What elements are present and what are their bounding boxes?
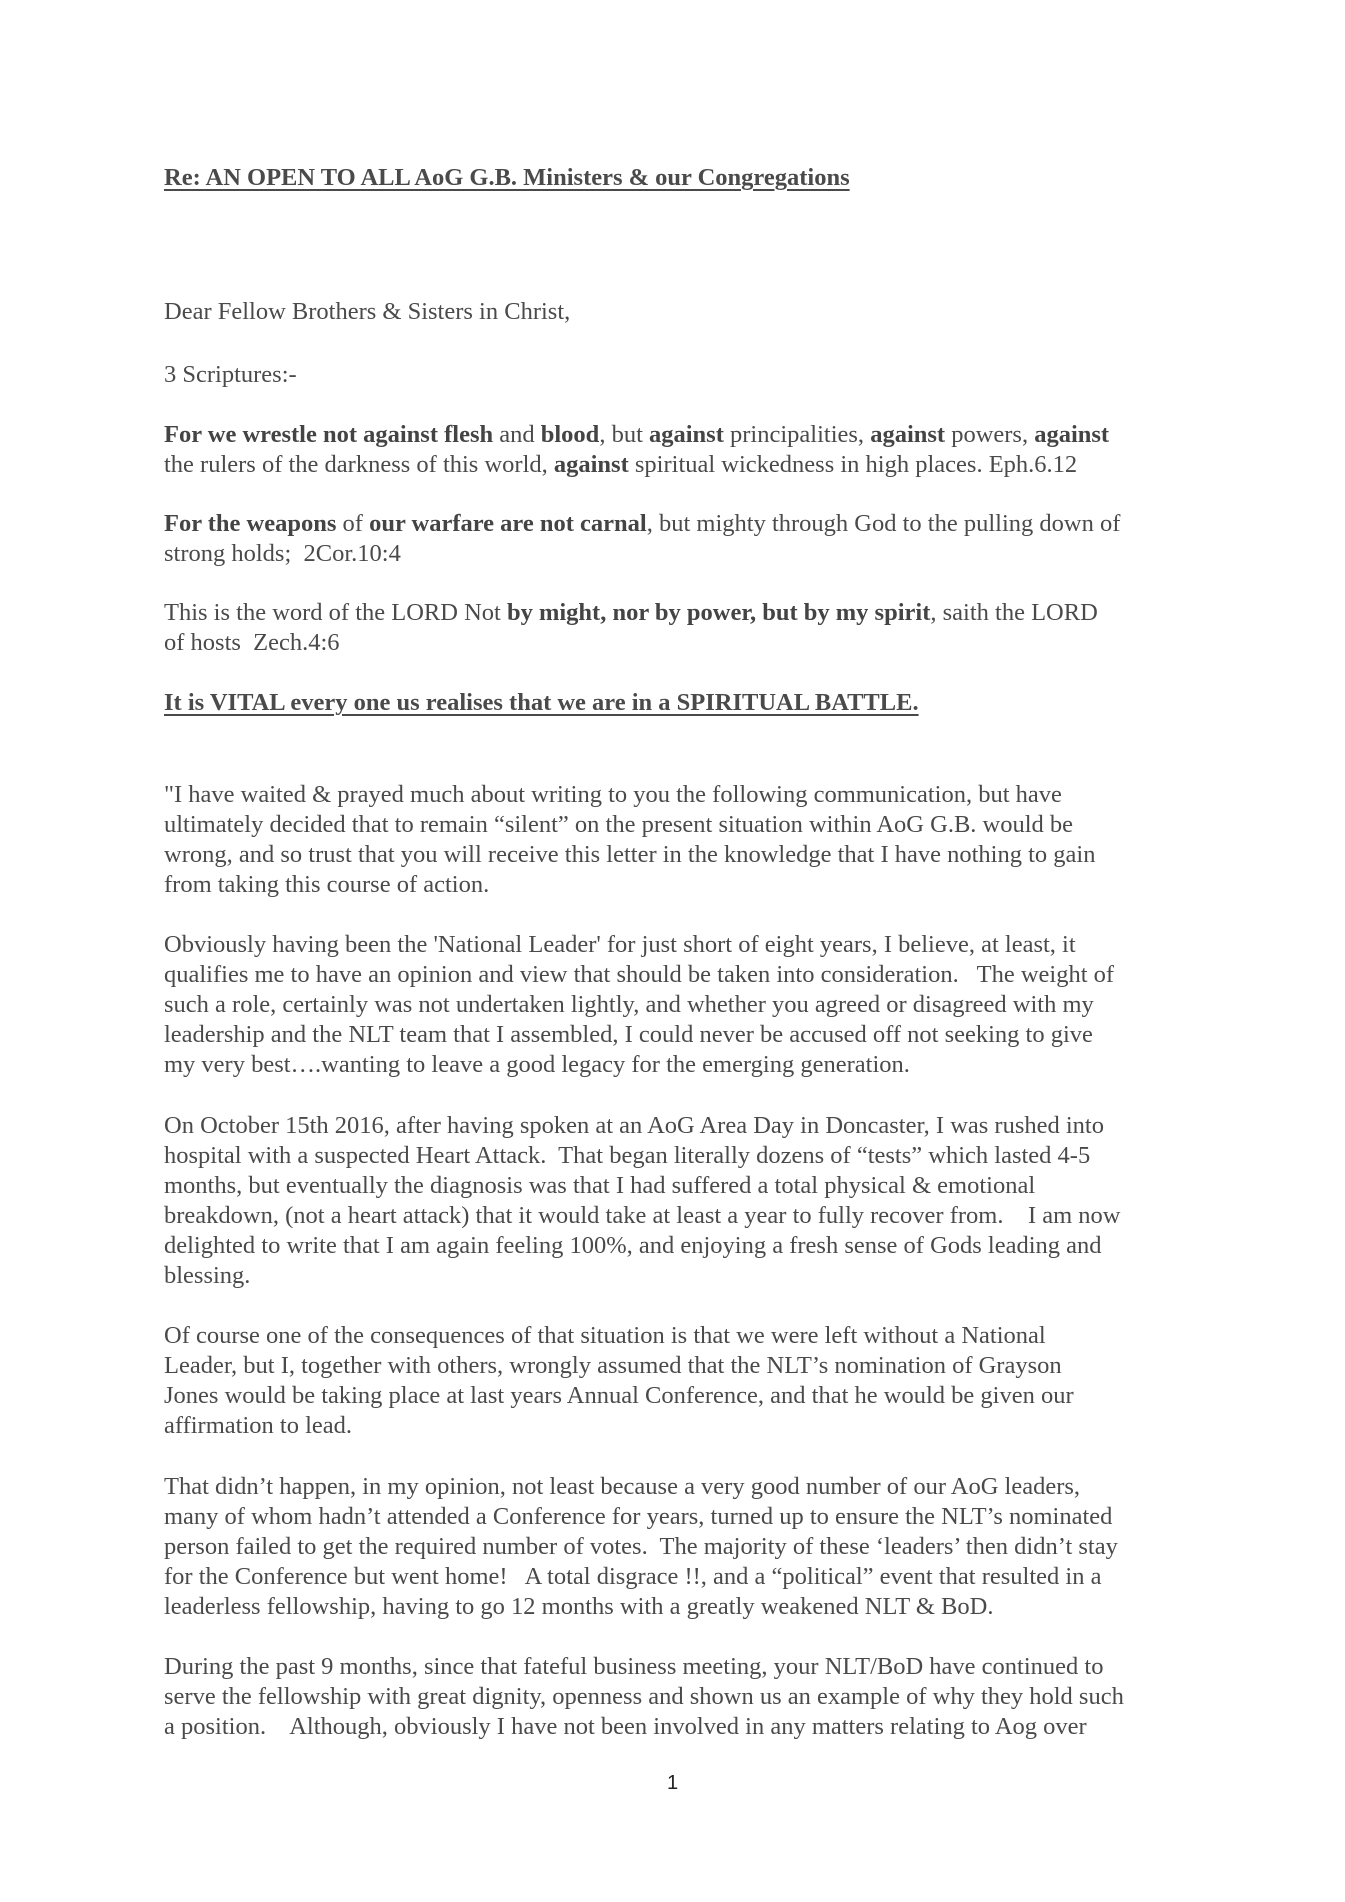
bold-run: For we wrestle not against flesh xyxy=(164,421,494,448)
text-run: of hosts Zech.4:6 xyxy=(164,629,340,656)
paragraph-5-line: leaderless fellowship, having to go 12 months with a greatly weakened NLT & BoD. xyxy=(164,1593,994,1620)
text-run: the rulers of the darkness of this world, xyxy=(164,451,554,478)
paragraph-5-line: person failed to get the required number of votes. The majority of these ‘leaders’ then didn’t stay xyxy=(164,1533,1118,1560)
scripture-3-line-1 xyxy=(164,598,1098,629)
paragraph-1-line: "I have waited & prayed much about writing to you the following communication, but have xyxy=(164,781,1062,808)
bold-run: our warfare are not carnal xyxy=(369,510,647,537)
paragraph-2-line: such a role, certainly was not undertaken lightly, and whether you agreed or disagreed with my xyxy=(164,991,1094,1018)
page-number: 1 xyxy=(666,1772,679,1794)
paragraph-3-line: hospital with a suspected Heart Attack. That began literally dozens of “tests” which lasted 4-5 xyxy=(164,1142,1091,1169)
paragraph-2-line: leadership and the NLT team that I assembled, I could never be accused off not seeking to give xyxy=(164,1021,1093,1048)
paragraph-5-line: for the Conference but went home! A total disgrace !!, and a “political” event that resulted in a xyxy=(164,1563,1102,1590)
paragraph-2-line: Obviously having been the 'National Leader' for just short of eight years, I believe, at least, it xyxy=(164,931,1076,958)
paragraph-6-line: a position. Although, obviously I have not been involved in any matters relating to Aog over xyxy=(164,1713,1087,1740)
scripture-3-line-2 xyxy=(164,628,340,659)
paragraph-3-line: blessing. xyxy=(164,1262,251,1289)
text-run: powers, xyxy=(945,421,1035,448)
paragraph-4-line: Leader, but I, together with others, wrongly assumed that the NLT’s nomination of Grayson xyxy=(164,1352,1062,1379)
scripture-2-line-2 xyxy=(164,539,401,570)
bold-run: against xyxy=(1034,421,1110,448)
paragraph-4-line: Of course one of the consequences of that situation is that we were left without a National xyxy=(164,1322,1046,1349)
text-run: This is the word of the LORD Not xyxy=(164,599,507,626)
bold-run: against xyxy=(553,451,629,478)
scripture-1-line-1 xyxy=(164,420,1109,451)
paragraph-5-line: That didn’t happen, in my opinion, not least because a very good number of our AoG leaders, xyxy=(164,1473,1081,1500)
text-run: of xyxy=(336,510,370,537)
paragraph-1-line: from taking this course of action. xyxy=(164,871,490,898)
paragraph-3-line: delighted to write that I am again feeling 100%, and enjoying a fresh sense of Gods leading and xyxy=(164,1232,1102,1259)
scripture-2-line-1 xyxy=(164,509,1120,540)
paragraph-5-line: many of whom hadn’t attended a Conference for years, turned up to ensure the NLT’s nominated xyxy=(164,1503,1113,1530)
text-run: , but mighty through God to the pulling down of xyxy=(646,510,1121,537)
salutation: Dear Fellow Brothers & Sisters in Christ, xyxy=(164,298,571,325)
bold-run: blood xyxy=(540,421,600,448)
text-run: , saith the LORD xyxy=(930,599,1098,626)
scripture-1-line-2 xyxy=(164,450,1077,481)
paragraph-1-line: wrong, and so trust that you will receive this letter in the knowledge that I have nothing to gain xyxy=(164,841,1096,868)
bold-run: For the weapons xyxy=(164,510,337,537)
text-run: spiritual wickedness in high places. Eph.6.12 xyxy=(628,451,1078,478)
letter-title: Re: AN OPEN TO ALL AoG G.B. Ministers & our Congregations xyxy=(164,164,850,191)
paragraph-2-line: my very best….wanting to leave a good legacy for the emerging generation. xyxy=(164,1051,910,1078)
paragraph-4-line: Jones would be taking place at last years Annual Conference, and that he would be given our xyxy=(164,1382,1074,1409)
text-run: , but xyxy=(599,421,649,448)
paragraph-6-line: During the past 9 months, since that fateful business meeting, your NLT/BoD have continued to xyxy=(164,1653,1104,1680)
vital-statement: It is VITAL every one us realises that we are in a SPIRITUAL BATTLE. xyxy=(164,689,919,716)
scriptures-heading: 3 Scriptures:- xyxy=(164,361,297,388)
bold-run: by might, nor by power, but by my spirit xyxy=(506,599,931,626)
text-run: and xyxy=(493,421,541,448)
text-run: principalities, xyxy=(723,421,871,448)
bold-run: against xyxy=(649,421,724,448)
paragraph-4-line: affirmation to lead. xyxy=(164,1412,352,1439)
paragraph-3-line: months, but eventually the diagnosis was that I had suffered a total physical & emotional xyxy=(164,1172,1036,1199)
bold-run: against xyxy=(870,421,946,448)
paragraph-3-line: breakdown, (not a heart attack) that it would take at least a year to fully recover from. I am now xyxy=(164,1202,1121,1229)
paragraph-3-line: On October 15th 2016, after having spoken at an AoG Area Day in Doncaster, I was rushed into xyxy=(164,1112,1104,1139)
paragraph-1-line: ultimately decided that to remain “silent” on the present situation within AoG G.B. would be xyxy=(164,811,1074,838)
text-run: strong holds; 2Cor.10:4 xyxy=(164,540,401,567)
paragraph-2-line: qualifies me to have an opinion and view that should be taken into consideration. The weight of xyxy=(164,961,1115,988)
paragraph-6-line: serve the fellowship with great dignity, openness and shown us an example of why they hold such xyxy=(164,1683,1124,1710)
